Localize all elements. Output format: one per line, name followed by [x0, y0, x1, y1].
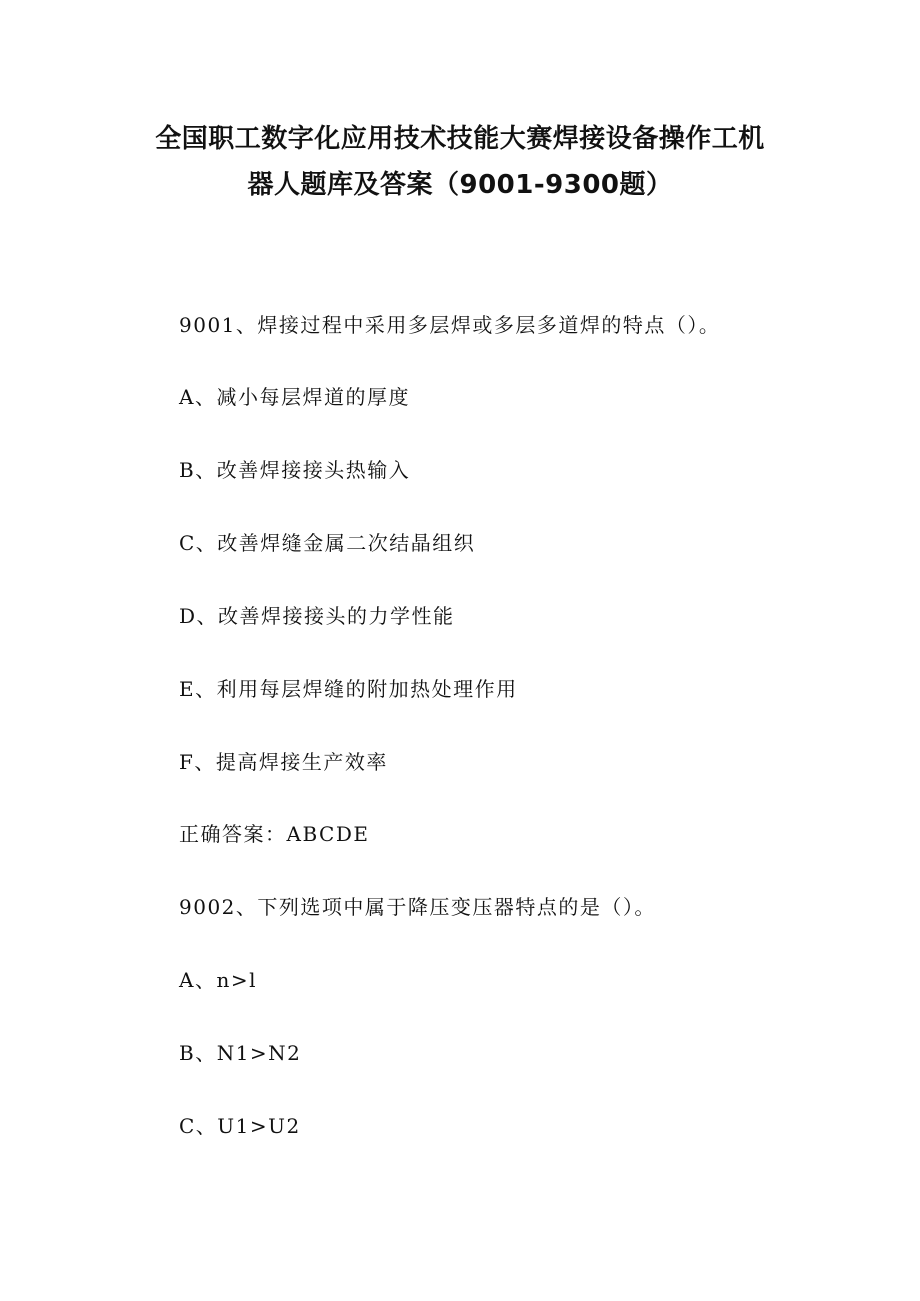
question-9002-option-c: C、U1>U2 — [179, 1114, 301, 1138]
question-9001-answer: 正确答案：ABCDE — [179, 822, 370, 846]
question-9002-option-b: B、N1>N2 — [179, 1041, 302, 1065]
question-9001-stem: 9001、焊接过程中采用多层焊或多层多道焊的特点（）。 — [179, 313, 721, 337]
question-9001-option-e: E、利用每层焊缝的附加热处理作用 — [179, 677, 518, 701]
question-9001-option-c: C、改善焊缝金属二次结晶组织 — [179, 531, 476, 555]
question-9002-option-a: A、n>l — [179, 968, 257, 992]
document-title — [0, 116, 920, 208]
question-9001-option-d: D、改善焊接接头的力学性能 — [179, 604, 455, 628]
question-9002-stem: 9002、下列选项中属于降压变压器特点的是（）。 — [179, 895, 656, 919]
title-line-1: 全国职工数字化应用技术技能大赛焊接设备操作工机 — [155, 124, 765, 154]
title-line-2: 器人题库及答案（9001-9300题） — [247, 170, 673, 200]
question-9001-option-f: F、提高焊接生产效率 — [179, 750, 388, 774]
question-9001-option-b: B、改善焊接接头热输入 — [179, 458, 411, 482]
question-9001-option-a: A、减小每层焊道的厚度 — [179, 385, 410, 409]
